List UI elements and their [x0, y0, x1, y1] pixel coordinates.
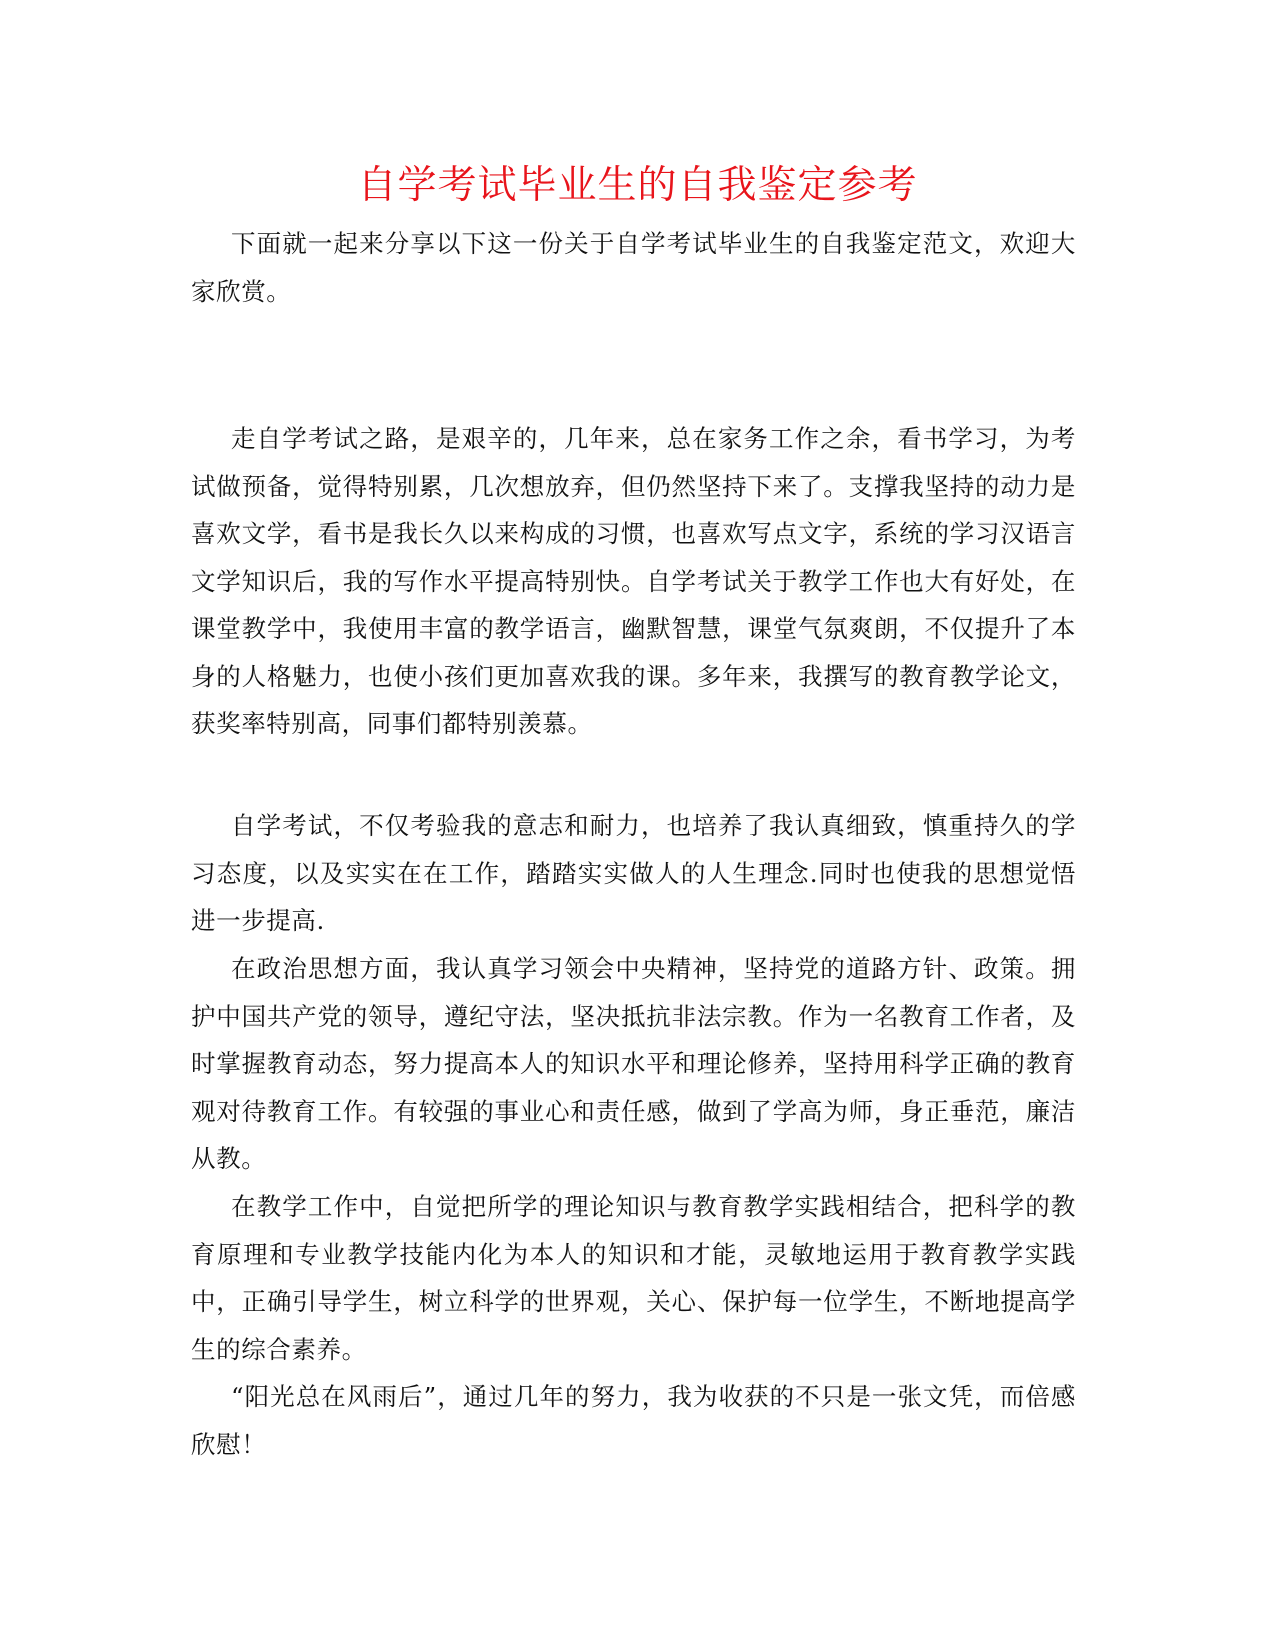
intro-paragraph: 下面就一起来分享以下这一份关于自学考试毕业生的自我鉴定范文，欢迎大家欣赏。 [191, 229, 1076, 306]
body-paragraph: 自学考试，不仅考验我的意志和耐力，也培养了我认真细致，慎重持久的学习态度，以及实实在在工作，踏踏实实做人的人生理念.同时也使我的思想觉悟进一步提高. [191, 811, 1076, 935]
body-paragraph: 在政治思想方面，我认真学习领会中央精神，坚持党的道路方针、政策。拥护中国共产党的领导，遵纪守法，坚决抵抗非法宗教。作为一名教育工作者，及时掌握教育动态，努力提高本人的知识水平和理论修养，坚持用科学正确的教育观对待教育工作。有较强的事业心和责任感，做到了学高为师，身正垂范，廉洁从教。 [191, 954, 1076, 1173]
body-paragraph: 走自学考试之路，是艰辛的，几年来，总在家务工作之余，看书学习，为考试做预备，觉得特别累，几次想放弃，但仍然坚持下来了。支撑我坚持的动力是喜欢文学，看书是我长久以来构成的习惯，也喜欢写点文字，系统的学习汉语言文学知识后，我的写作水平提高特别快。自学考试关于教学工作也大有好处，在课堂教学中，我使用丰富的教学语言，幽默智慧，课堂气氛爽朗，不仅提升了本身的人格魅力，也使小孩们更加喜欢我的课。多年来，我撰写的教育教学论文，获奖率特别高，同事们都特别羡慕。 [191, 424, 1076, 738]
document-title: 自学考试毕业生的自我鉴定参考 [357, 163, 918, 208]
closing-paragraph: “阳光总在风雨后”，通过几年的努力，我为收获的不只是一张文凭，而倍感欣慰！ [191, 1382, 1076, 1459]
body-paragraph: 在教学工作中，自觉把所学的理论知识与教育教学实践相结合，把科学的教育原理和专业教学技能内化为本人的知识和才能，灵敏地运用于教育教学实践中，正确引导学生，树立科学的世界观，关心、保护每一位学生，不断地提高学生的综合素养。 [191, 1192, 1076, 1364]
